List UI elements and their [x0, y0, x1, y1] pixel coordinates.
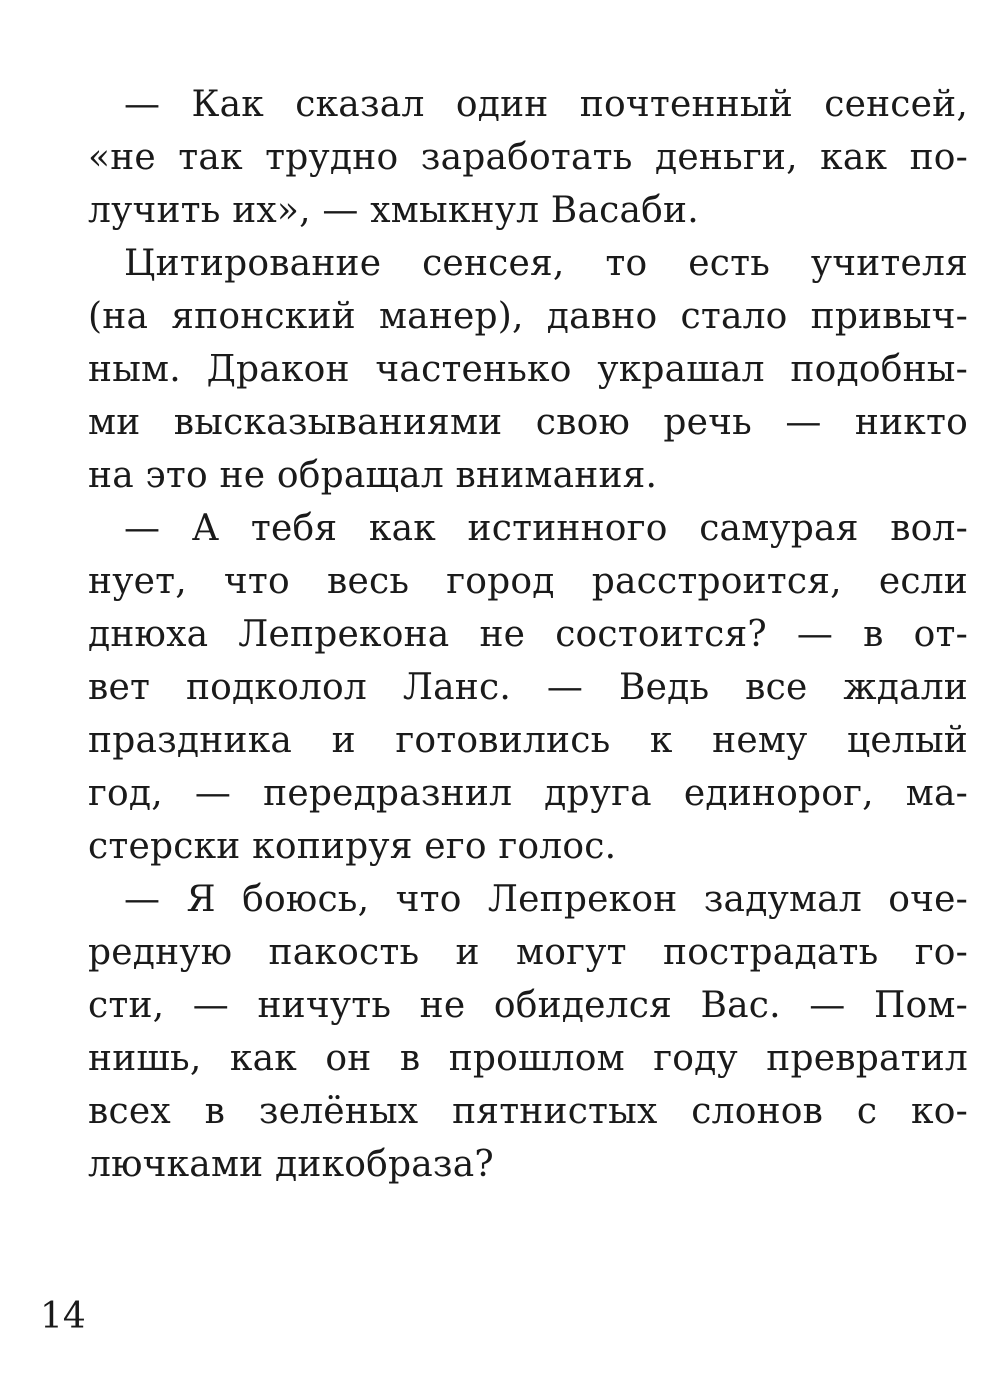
text-line: днюха Лепрекона не состоится? — в от- — [88, 614, 968, 655]
text-line: ным. Дракон частенько украшал подобны- — [88, 349, 968, 390]
text-line: нишь, как он в прошлом году превратил — [88, 1038, 968, 1079]
text-line: на это не обращал внимания. — [88, 455, 658, 496]
text-line: год, — передразнил друга единорог, ма- — [88, 773, 968, 814]
text-line: (на японский манер), давно стало привыч- — [88, 296, 968, 337]
text-line: Цитирование сенсея, то есть учителя — [124, 243, 968, 284]
text-line: нует, что весь город расстроится, если — [88, 561, 968, 602]
text-line: праздника и готовились к нему целый — [88, 720, 968, 761]
text-line: лючками дикобраза? — [88, 1144, 494, 1185]
page-number: 14 — [40, 1296, 86, 1337]
text-line: редную пакость и могут пострадать го- — [88, 932, 968, 973]
text-line: стерски копируя его голос. — [88, 826, 617, 867]
text-line: — А тебя как истинного самурая вол- — [124, 508, 968, 549]
text-line: ми высказываниями свою речь — никто — [88, 402, 968, 443]
text-line: — Как сказал один почтенный сенсей, — [124, 84, 968, 125]
body-text — [88, 78, 968, 1191]
text-line: лучить их», — хмыкнул Васаби. — [88, 190, 699, 231]
text-line: всех в зелёных пятнистых слонов с ко- — [88, 1091, 968, 1132]
text-line: вет подколол Ланс. — Ведь все ждали — [88, 667, 968, 708]
text-line: «не так трудно заработать деньги, как по- — [88, 137, 968, 178]
text-line: сти, — ничуть не обиделся Вас. — Пом- — [88, 985, 968, 1026]
text-line: — Я боюсь, что Лепрекон задумал оче- — [124, 879, 968, 920]
